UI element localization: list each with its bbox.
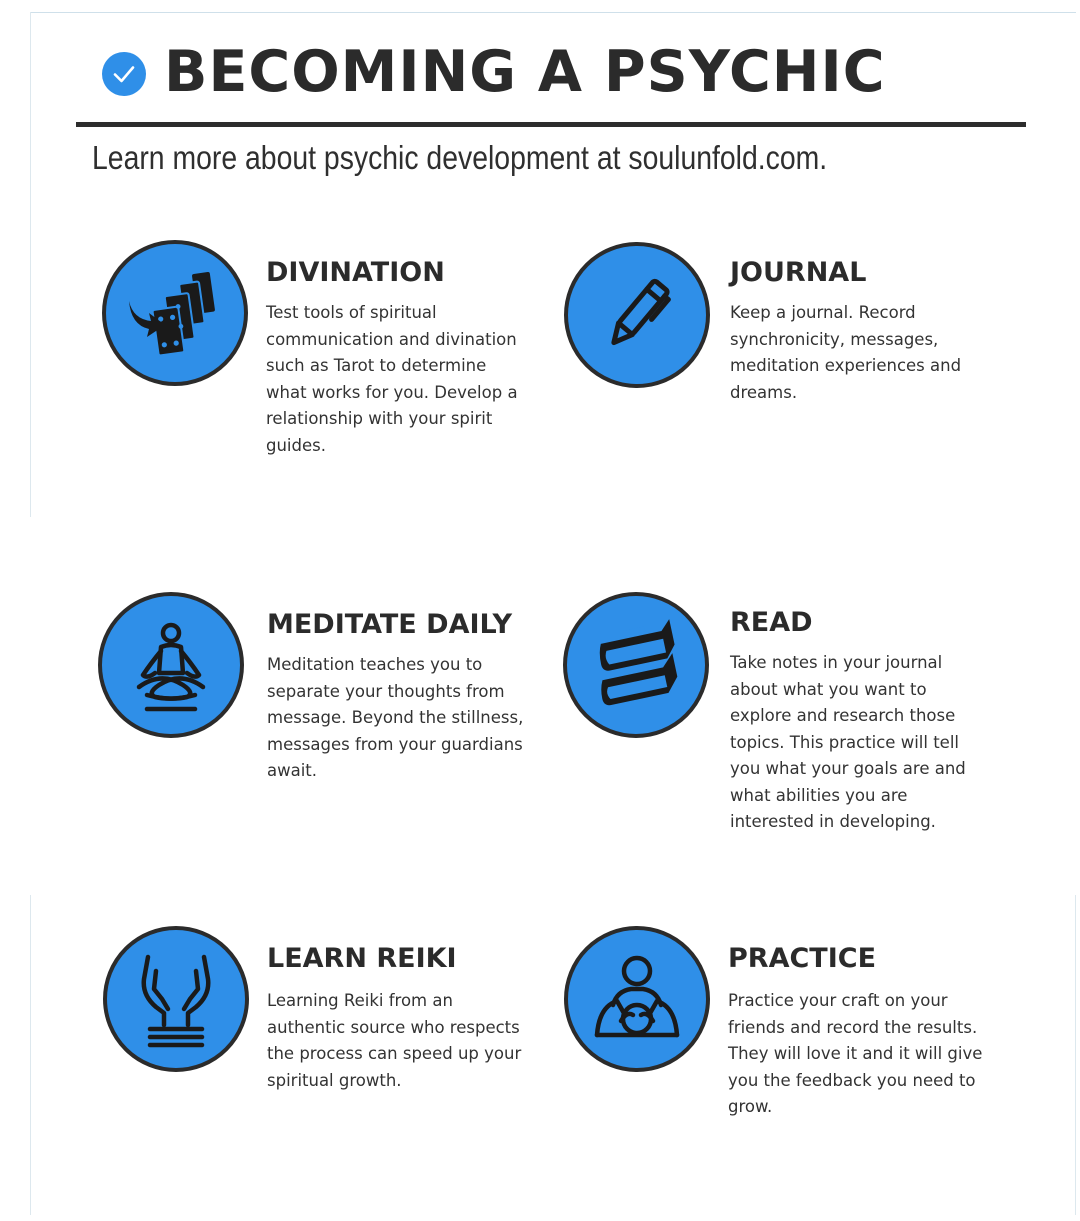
item-body-read: Take notes in your journal about what you want to explore and research those topics. This practice will tell you what your goals are and what abilities you are interested in developing. — [730, 653, 966, 831]
page-title: BECOMING A PSYCHIC — [164, 39, 886, 105]
check-circle-icon — [102, 52, 146, 96]
person-practice-icon — [564, 926, 710, 1072]
item-body-meditate-daily: Meditation teaches you to separate your thoughts from message. Beyond the stillness, messages from your guardians await. — [267, 655, 524, 780]
item-title-divination: DIVINATION — [266, 257, 445, 288]
item-title-read: READ — [730, 607, 813, 638]
frame-left-border — [30, 12, 31, 517]
dominoes-icon — [102, 240, 248, 386]
meditation-icon — [98, 592, 244, 738]
books-icon — [563, 592, 709, 738]
item-title-practice: PRACTICE — [728, 943, 877, 974]
title-divider — [76, 122, 1026, 127]
item-body-divination: Test tools of spiritual communication and divination such as Tarot to determine what works for you. Develop a relationship with your spirit guides. — [266, 303, 518, 455]
item-title-journal: JOURNAL — [730, 257, 867, 288]
frame-right-border-lower — [1075, 895, 1076, 1215]
item-body-practice: Practice your craft on your friends and record the results. They will love it and it will give you the feedback you need to grow. — [728, 991, 983, 1116]
item-body-journal: Keep a journal. Record synchronicity, messages, meditation experiences and dreams. — [730, 303, 962, 402]
item-title-learn-reiki: LEARN REIKI — [267, 943, 457, 974]
pen-icon — [564, 242, 710, 388]
frame-top-border — [30, 12, 1076, 13]
item-title-meditate-daily: MEDITATE DAILY — [267, 609, 513, 640]
item-body-learn-reiki: Learning Reiki from an authentic source who respects the process can speed up your spiritual growth. — [267, 991, 522, 1090]
reiki-hands-icon — [103, 926, 249, 1072]
page-subtitle: Learn more about psychic development at soulunfold.com. — [92, 139, 828, 176]
frame-left-border-lower — [30, 895, 31, 1215]
